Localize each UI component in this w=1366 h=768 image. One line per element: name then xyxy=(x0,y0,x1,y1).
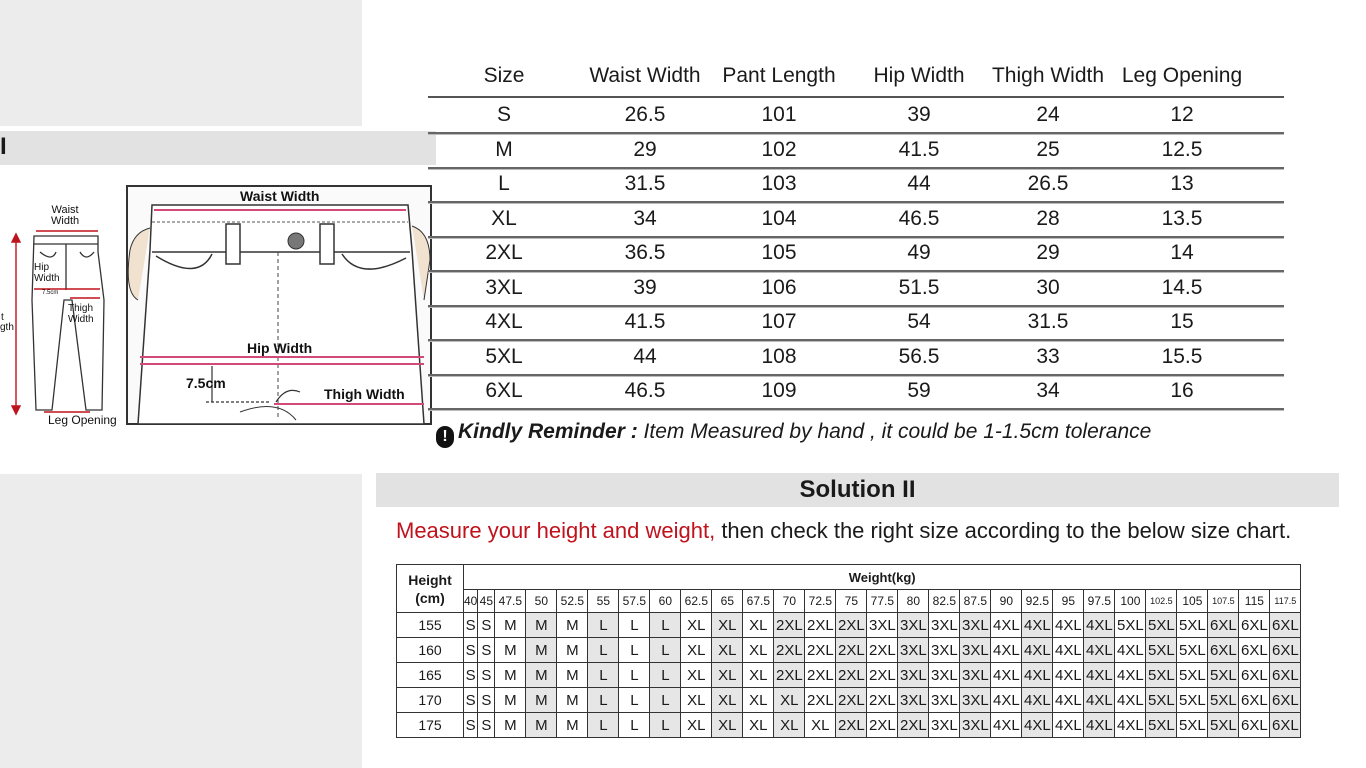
size-cell: 5XL xyxy=(1177,638,1208,663)
size-cell: M xyxy=(526,638,557,663)
size-cell: 2XL xyxy=(805,638,836,663)
height-value: 155 xyxy=(397,613,464,638)
size-cell: 3XL xyxy=(929,688,960,713)
size-cell: 2XL xyxy=(774,638,805,663)
size-cell: 5XL xyxy=(1146,713,1177,738)
weight-value: 60 xyxy=(650,590,681,613)
size-table-cell: 34 xyxy=(633,206,657,230)
size-cell: 6XL xyxy=(1239,688,1270,713)
size-table-header-cell: Leg Opening xyxy=(1121,64,1243,87)
size-cell: L xyxy=(650,638,681,663)
size-cell: L xyxy=(650,713,681,738)
size-table-cell: 106 xyxy=(761,275,797,299)
sketch-hip-label: Hip Width xyxy=(34,262,60,284)
size-cell: S xyxy=(478,688,495,713)
size-table-cell: 12 xyxy=(1170,103,1194,126)
size-cell: 4XL xyxy=(991,688,1022,713)
size-cell: 2XL xyxy=(805,613,836,638)
size-cell: M xyxy=(526,613,557,638)
size-cell: 2XL xyxy=(805,663,836,688)
size-table-header-cell: Size xyxy=(483,64,525,87)
size-table-cell: 102 xyxy=(761,137,797,161)
size-table-cell: 33 xyxy=(1036,344,1060,368)
size-cell: 4XL xyxy=(1053,688,1084,713)
size-table-cell: 25 xyxy=(1036,137,1060,161)
instruction xyxy=(396,518,1291,544)
size-table-row xyxy=(428,342,1284,376)
size-table-cell: 12.5 xyxy=(1161,137,1203,161)
size-cell: 2XL xyxy=(867,688,898,713)
size-table-header-cell: Hip Width xyxy=(873,64,965,87)
weight-value: 57.5 xyxy=(619,590,650,613)
size-cell: M xyxy=(557,713,588,738)
size-cell: 2XL xyxy=(836,638,867,663)
size-cell: 4XL xyxy=(1084,613,1115,638)
size-cell: S xyxy=(464,613,478,638)
size-table-row xyxy=(428,376,1284,410)
size-table-cell: 14.5 xyxy=(1161,275,1203,299)
height-header: Height (cm) xyxy=(397,565,464,613)
size-table-cell: 44 xyxy=(633,344,657,368)
size-cell: 4XL xyxy=(991,663,1022,688)
section-band xyxy=(0,131,436,165)
table-row xyxy=(397,613,1301,638)
size-cell: 6XL xyxy=(1239,638,1270,663)
size-table-cell: 5XL xyxy=(485,344,523,368)
size-cell: M xyxy=(526,713,557,738)
size-cell: 4XL xyxy=(1115,638,1146,663)
sketch-length-label-2: gth xyxy=(0,322,14,333)
reminder xyxy=(436,420,1151,448)
size-cell: 4XL xyxy=(1053,663,1084,688)
size-table-cell: 31.5 xyxy=(1027,310,1069,333)
size-cell: L xyxy=(619,638,650,663)
size-cell: 3XL xyxy=(929,713,960,738)
solution-band xyxy=(376,473,1339,507)
size-table-cell: 3XL xyxy=(485,275,523,299)
size-cell: 6XL xyxy=(1239,663,1270,688)
size-cell: 5XL xyxy=(1177,663,1208,688)
size-cell: L xyxy=(650,613,681,638)
size-table-cell: 26.5 xyxy=(1027,172,1069,195)
size-cell: 4XL xyxy=(991,638,1022,663)
solution-title: Solution II xyxy=(799,476,916,503)
size-table-cell: 103 xyxy=(761,172,797,195)
size-cell: XL xyxy=(805,713,836,738)
size-cell: S xyxy=(478,638,495,663)
size-table-row xyxy=(428,238,1284,272)
size-cell: 4XL xyxy=(1053,713,1084,738)
section-label: I xyxy=(0,133,7,160)
size-cell: 2XL xyxy=(867,713,898,738)
weight-value: 87.5 xyxy=(960,590,991,613)
size-cell: 4XL xyxy=(1084,638,1115,663)
size-table-cell: 104 xyxy=(761,206,797,230)
inset-gap-label: 7.5cm xyxy=(186,375,226,391)
weight-value: 65 xyxy=(712,590,743,613)
size-cell: 6XL xyxy=(1270,613,1301,638)
size-table-cell: 36.5 xyxy=(624,241,666,264)
size-cell: 4XL xyxy=(1022,638,1053,663)
size-cell: 5XL xyxy=(1146,663,1177,688)
size-table-cell: 29 xyxy=(633,137,657,161)
size-cell: 4XL xyxy=(1053,613,1084,638)
size-cell: 5XL xyxy=(1208,688,1239,713)
weight-value: 55 xyxy=(588,590,619,613)
instruction-highlight: Measure your height and weight, xyxy=(396,518,716,543)
weight-value: 62.5 xyxy=(681,590,712,613)
size-cell: 6XL xyxy=(1239,713,1270,738)
size-cell: XL xyxy=(743,613,774,638)
size-cell: L xyxy=(588,688,619,713)
size-table-row xyxy=(428,307,1284,341)
size-table-cell: 41.5 xyxy=(624,310,666,333)
size-cell: M xyxy=(526,663,557,688)
size-cell: 4XL xyxy=(1115,663,1146,688)
size-cell: XL xyxy=(712,688,743,713)
size-cell: S xyxy=(478,663,495,688)
size-cell: 2XL xyxy=(836,663,867,688)
size-cell: S xyxy=(478,713,495,738)
weight-value: 40 xyxy=(464,590,478,613)
size-cell: XL xyxy=(712,713,743,738)
size-cell: 3XL xyxy=(898,613,929,638)
size-table-row xyxy=(428,273,1284,307)
size-cell: S xyxy=(464,663,478,688)
weight-value: 92.5 xyxy=(1022,590,1053,613)
sketch-thigh-label: Thigh Width xyxy=(68,303,94,325)
sketch-leg-opening-label: Leg Opening xyxy=(48,413,117,427)
size-cell: 3XL xyxy=(960,638,991,663)
size-cell: M xyxy=(557,688,588,713)
size-cell: M xyxy=(557,613,588,638)
size-table-cell: 2XL xyxy=(485,241,523,264)
weight-value: 72.5 xyxy=(805,590,836,613)
size-table-cell: 29 xyxy=(1036,241,1060,264)
size-cell: 4XL xyxy=(1084,713,1115,738)
size-cell: 5XL xyxy=(1115,613,1146,638)
height-value: 175 xyxy=(397,713,464,738)
size-cell: M xyxy=(495,638,526,663)
size-cell: M xyxy=(495,613,526,638)
weight-value: 80 xyxy=(898,590,929,613)
size-cell: XL xyxy=(681,713,712,738)
size-table-cell: 49 xyxy=(907,241,931,264)
table-row xyxy=(397,713,1301,738)
size-table-header-cell: Pant Length xyxy=(722,64,836,87)
size-cell: 2XL xyxy=(805,688,836,713)
size-table-cell: 16 xyxy=(1170,379,1194,402)
size-cell: 3XL xyxy=(898,688,929,713)
size-cell: 2XL xyxy=(774,613,805,638)
size-table-cell: 46.5 xyxy=(898,206,940,230)
size-cell: XL xyxy=(681,638,712,663)
size-cell: 4XL xyxy=(1022,613,1053,638)
height-value: 165 xyxy=(397,663,464,688)
size-table-cell: 109 xyxy=(761,379,797,402)
size-table-cell: 31.5 xyxy=(624,172,666,195)
size-table-cell: 59 xyxy=(907,379,931,402)
sketch-gap-label: 7.5cm xyxy=(42,290,59,296)
size-cell: 6XL xyxy=(1270,713,1301,738)
height-value: 160 xyxy=(397,638,464,663)
size-table-cell: 6XL xyxy=(485,379,523,402)
reminder-label: Kindly Reminder : xyxy=(458,420,638,443)
size-cell: XL xyxy=(743,713,774,738)
size-cell: XL xyxy=(681,613,712,638)
size-cell: S xyxy=(464,688,478,713)
size-table-cell: 13 xyxy=(1170,172,1194,195)
size-table-cell: 44 xyxy=(907,172,931,195)
instruction-text: then check the right size according to the below size chart. xyxy=(715,518,1292,543)
size-cell: L xyxy=(588,638,619,663)
size-cell: 2XL xyxy=(836,613,867,638)
size-cell: 3XL xyxy=(960,663,991,688)
size-table-cell: 54 xyxy=(907,310,931,333)
size-cell: 4XL xyxy=(1022,663,1053,688)
size-cell: 3XL xyxy=(898,638,929,663)
size-cell: 5XL xyxy=(1146,688,1177,713)
size-cell: XL xyxy=(743,638,774,663)
size-table-cell: 51.5 xyxy=(898,275,940,299)
weight-value: 50 xyxy=(526,590,557,613)
sketch-waist-label: Waist Width xyxy=(51,204,80,227)
weight-value: 117.5 xyxy=(1270,590,1301,613)
size-table-cell: M xyxy=(495,137,513,161)
size-table-cell: 41.5 xyxy=(898,137,940,161)
size-cell: 6XL xyxy=(1270,663,1301,688)
inset-hip-label: Hip Width xyxy=(247,340,313,356)
size-table-cell: 15.5 xyxy=(1161,344,1203,368)
size-table-header-cell: Thigh Width xyxy=(991,64,1105,87)
size-table-cell: 105 xyxy=(761,241,797,264)
size-cell: M xyxy=(495,713,526,738)
size-cell: L xyxy=(619,713,650,738)
size-cell: L xyxy=(588,713,619,738)
weight-header: Weight(kg) xyxy=(464,565,1301,590)
size-cell: S xyxy=(464,713,478,738)
size-cell: L xyxy=(588,613,619,638)
inset-thigh-label: Thigh Width xyxy=(324,386,405,402)
exclamation-icon: ! xyxy=(436,426,454,448)
size-cell: M xyxy=(526,688,557,713)
weight-value: 75 xyxy=(836,590,867,613)
size-table-cell: XL xyxy=(491,206,517,230)
size-cell: 4XL xyxy=(1115,688,1146,713)
size-cell: 5XL xyxy=(1208,663,1239,688)
size-table-row xyxy=(428,100,1284,134)
size-cell: L xyxy=(619,688,650,713)
size-cell: 4XL xyxy=(1022,688,1053,713)
size-cell: 3XL xyxy=(929,613,960,638)
size-cell: XL xyxy=(712,663,743,688)
size-cell: 4XL xyxy=(1022,713,1053,738)
size-cell: 2XL xyxy=(867,638,898,663)
size-cell: L xyxy=(619,663,650,688)
size-cell: M xyxy=(557,663,588,688)
size-cell: XL xyxy=(774,688,805,713)
size-table-cell: 26.5 xyxy=(624,103,666,126)
size-table-header-cell: Waist Width xyxy=(589,64,701,87)
size-table-header xyxy=(428,60,1284,98)
table-row xyxy=(397,663,1301,688)
size-cell: 5XL xyxy=(1177,713,1208,738)
size-cell: 2XL xyxy=(898,713,929,738)
size-cell: 3XL xyxy=(929,638,960,663)
weight-value: 45 xyxy=(478,590,495,613)
size-table-cell: 56.5 xyxy=(898,344,940,368)
table-row xyxy=(397,638,1301,663)
size-table-cell: 34 xyxy=(1036,379,1060,402)
size-cell: 5XL xyxy=(1177,688,1208,713)
size-table-cell: L xyxy=(498,172,510,195)
size-cell: L xyxy=(619,613,650,638)
size-cell: 2XL xyxy=(774,663,805,688)
size-table-cell: 4XL xyxy=(485,310,523,333)
size-table-cell: 46.5 xyxy=(624,379,666,402)
weight-value: 47.5 xyxy=(495,590,526,613)
size-table-cell: 14 xyxy=(1170,241,1194,264)
size-cell: 4XL xyxy=(1053,638,1084,663)
left-background-top xyxy=(0,0,362,126)
size-cell: 3XL xyxy=(898,663,929,688)
weight-size-table xyxy=(396,564,1301,738)
height-value: 170 xyxy=(397,688,464,713)
size-cell: XL xyxy=(774,713,805,738)
reminder-text: Item Measured by hand , it could be 1-1.5cm tolerance xyxy=(637,420,1152,443)
size-table-cell: 101 xyxy=(761,103,797,126)
size-cell: M xyxy=(495,663,526,688)
size-cell: 3XL xyxy=(929,663,960,688)
size-cell: 3XL xyxy=(867,613,898,638)
size-table-cell: 28 xyxy=(1036,206,1060,230)
size-cell: 5XL xyxy=(1146,638,1177,663)
size-table-cell: 39 xyxy=(907,103,931,126)
size-table-cell: 15 xyxy=(1170,310,1194,333)
size-cell: XL xyxy=(712,638,743,663)
size-cell: XL xyxy=(712,613,743,638)
size-cell: 4XL xyxy=(1084,663,1115,688)
weight-value: 77.5 xyxy=(867,590,898,613)
weight-value: 115 xyxy=(1239,590,1270,613)
size-cell: XL xyxy=(681,688,712,713)
size-cell: 6XL xyxy=(1208,638,1239,663)
size-cell: 4XL xyxy=(1084,688,1115,713)
weight-value: 97.5 xyxy=(1084,590,1115,613)
size-cell: 2XL xyxy=(836,713,867,738)
size-table-cell: 30 xyxy=(1036,275,1060,299)
size-cell: 6XL xyxy=(1208,613,1239,638)
weight-value: 100 xyxy=(1115,590,1146,613)
size-cell: 6XL xyxy=(1270,688,1301,713)
weight-value: 102.5 xyxy=(1146,590,1177,613)
size-table-row xyxy=(428,135,1284,169)
size-cell: S xyxy=(464,638,478,663)
size-cell: 4XL xyxy=(991,713,1022,738)
weight-value: 107.5 xyxy=(1208,590,1239,613)
inset-waist-label: Waist Width xyxy=(240,188,320,204)
size-cell: M xyxy=(557,638,588,663)
size-cell: 3XL xyxy=(960,613,991,638)
weight-value: 95 xyxy=(1053,590,1084,613)
table-row xyxy=(397,688,1301,713)
size-table-cell: 108 xyxy=(761,344,797,368)
size-cell: 3XL xyxy=(960,713,991,738)
size-cell: M xyxy=(495,688,526,713)
size-cell: XL xyxy=(681,663,712,688)
size-cell: 6XL xyxy=(1239,613,1270,638)
size-cell: S xyxy=(478,613,495,638)
size-table-cell: 13.5 xyxy=(1161,206,1203,230)
size-cell: 6XL xyxy=(1270,638,1301,663)
left-background-bottom xyxy=(0,474,362,768)
weight-value: 90 xyxy=(991,590,1022,613)
size-cell: 4XL xyxy=(1115,713,1146,738)
size-table-cell: 24 xyxy=(1036,103,1060,126)
weight-value: 105 xyxy=(1177,590,1208,613)
size-table-cell: S xyxy=(496,103,511,126)
size-table-row xyxy=(428,169,1284,203)
weight-value: 67.5 xyxy=(743,590,774,613)
size-table-cell: 107 xyxy=(761,310,797,333)
size-cell: L xyxy=(588,663,619,688)
size-cell: 2XL xyxy=(836,688,867,713)
size-cell: XL xyxy=(743,688,774,713)
size-cell: XL xyxy=(743,663,774,688)
weight-value: 82.5 xyxy=(929,590,960,613)
size-cell: 5XL xyxy=(1146,613,1177,638)
size-cell: 3XL xyxy=(960,688,991,713)
size-cell: 5XL xyxy=(1177,613,1208,638)
sketch-length-label-1: t xyxy=(1,312,4,323)
size-cell: 2XL xyxy=(867,663,898,688)
weight-value: 52.5 xyxy=(557,590,588,613)
weight-value: 70 xyxy=(774,590,805,613)
size-cell: 5XL xyxy=(1208,713,1239,738)
size-table-cell: 39 xyxy=(633,275,657,299)
size-cell: 4XL xyxy=(991,613,1022,638)
size-table-row xyxy=(428,204,1284,238)
size-cell: L xyxy=(650,688,681,713)
size-cell: L xyxy=(650,663,681,688)
